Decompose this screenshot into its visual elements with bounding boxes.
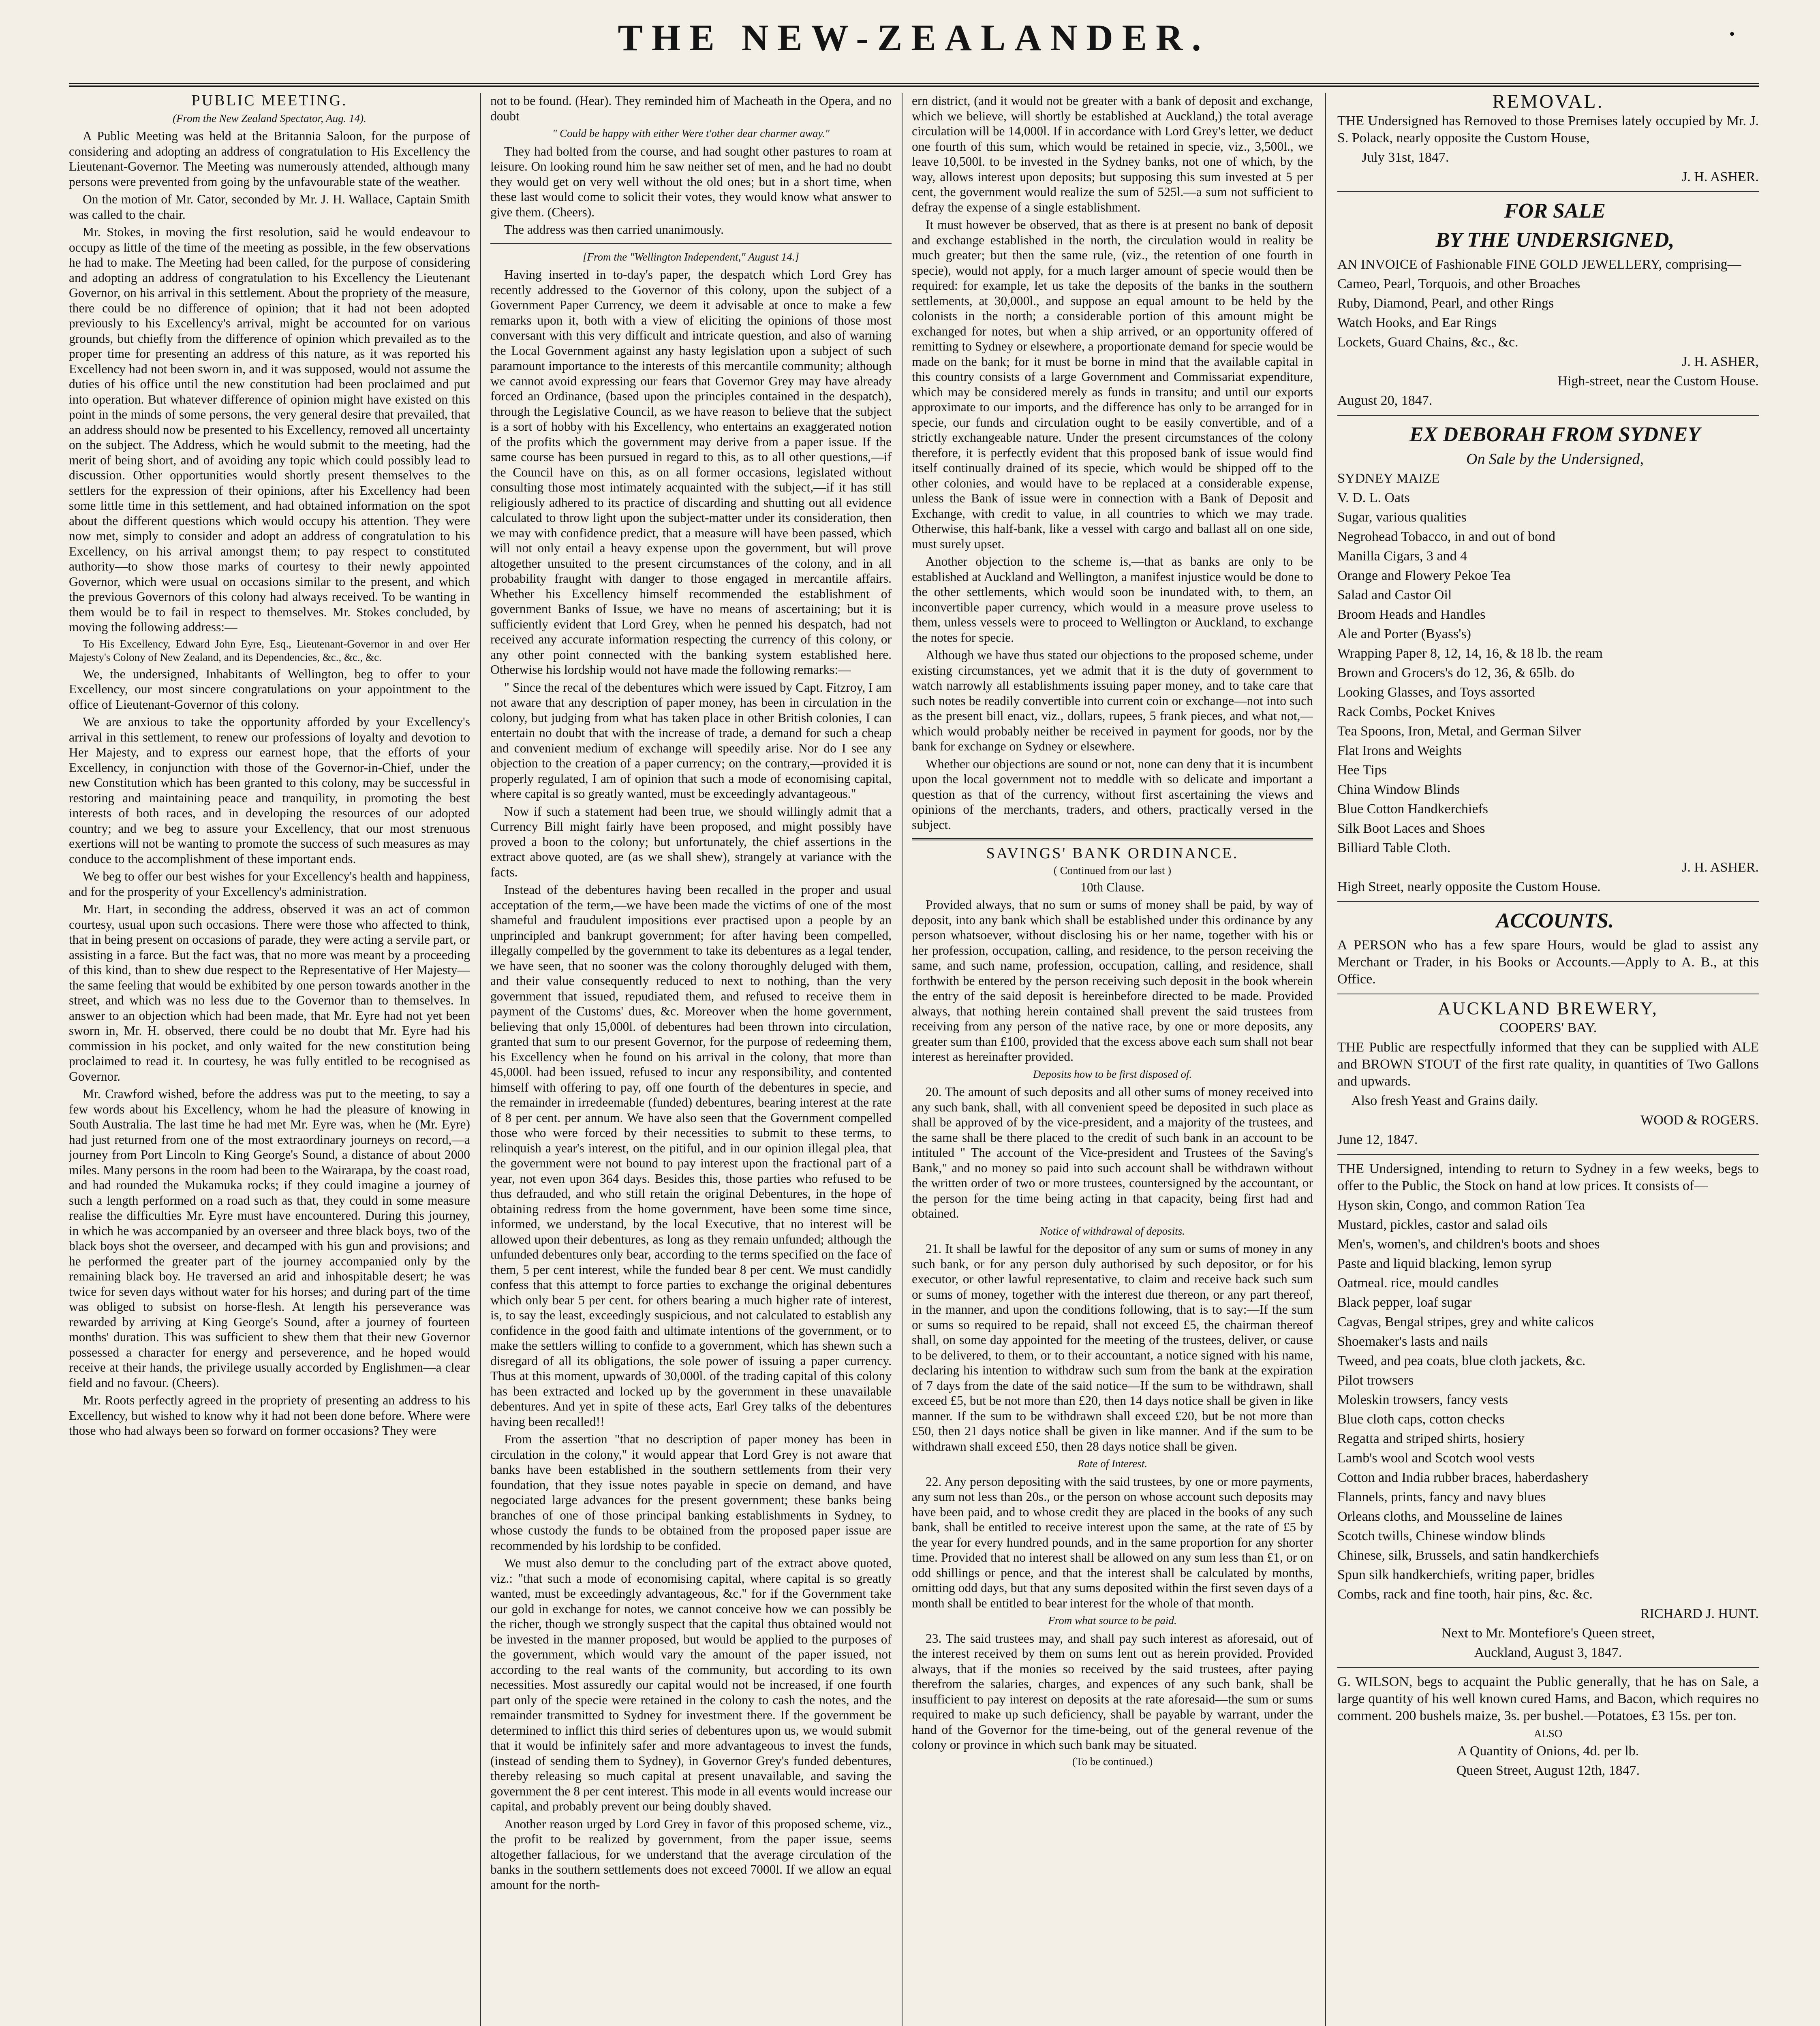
paragraph: Another reason urged by Lord Grey in favor of this proposed scheme, viz., the profit to be realized by government, from the paper issue, seems altogether fallacious, for we understand that the average circulation of the banks in the southern settlements does not exceed 7000l. If we allow an equal amount for the north- bbox=[490, 1817, 892, 1892]
masthead-rule bbox=[69, 83, 1759, 87]
ad-brewery-sub: COOPERS' BAY. bbox=[1499, 1020, 1597, 1035]
ad-item: Broom Heads and Handles bbox=[1337, 607, 1486, 622]
ad-heading-accounts: ACCOUNTS. bbox=[1496, 909, 1614, 932]
column-rule bbox=[1325, 93, 1326, 2026]
ad-heading-brewery: AUCKLAND BREWERY, bbox=[1438, 998, 1658, 1018]
ad-heading-undersigned: BY THE UNDERSIGNED, bbox=[1435, 229, 1675, 252]
ad-item: Cotton and India rubber braces, haberdashery bbox=[1337, 1470, 1589, 1485]
paragraph: ern district, (and it would not be greater with a bank of deposit and exchange, which we believe, will shortly be established at Auckland,) the total average circulation will be 14,000l. If in accordance with Lord Grey's letter, we deduct one fourth of this sum, which would be retained in specie, viz., 3,500l., we leave 10,500l. to be invested in the Sydney banks, not one of which, by the way, allows interest upon deposits; but supposing this sum invested at 5 per cent, the government would realize the sum of 525l.—a sum not sufficient to defray the expense of a single establishment. bbox=[912, 94, 1313, 214]
article-source: [From the "Wellington Independent," August 14.] bbox=[583, 250, 799, 263]
section-rule bbox=[912, 838, 1313, 840]
ad-item: Manilla Cigars, 3 and 4 bbox=[1337, 549, 1467, 564]
paragraph: Mr. Stokes, in moving the first resolution, said he would endeavour to occupy as little of the time of the meeting as possible, in the few observations he had to make. The Meeting had been called, for the purpose of considering and adopting an address of congratulation to his Excellency the Lieutenant Governor, on his arrival in this settlement. About the propriety of the measure, there could be no difference of opinion; that it had not been adopted previously to his Excellency's arrival, might be accounted for on various grounds, but chiefly from the difference of opinion which prevailed as to the proper time for presenting an address of this nature, as it was reported his Excellency had not been sworn in, and it was supposed, would not assume the duties of his office until the new constitution had been proclaimed and put into operation. But whatever difference of opinion might have existed on this point in the minds of some persons, the very general desire that prevailed, that an address should now be presented to his Excellency, removed all uncertainty on the subject. The Address, which he would submit to the meeting, had the merit of being short, and of avoiding any topic which could possibly lead to discussion. Other opportunities would shortly present themselves to the settlers for the expression of their opinions, after his Excellency had been some little time in this settlement, and had obtained information on the spot about the different questions which would occupy his attention. They were now met, simply to consider and adopt an address of congratulation to his Excellency, on his arrival amongst them; to pay respect to constituted authority—to show those marks of courtesy to their newly appointed Governor, which were usual on occasions similar to the present, and which the previous Governors of this colony had always received. To be wanting in them would be to fail in respect to themselves. Mr. Stokes concluded, by moving the following address:— bbox=[69, 225, 470, 634]
ad-item: Flannels, prints, fancy and navy blues bbox=[1337, 1490, 1546, 1505]
ad-item: Brown and Grocers's do 12, 36, & 65lb. do bbox=[1337, 665, 1575, 680]
ad-item: Scotch twills, Chinese window blinds bbox=[1337, 1528, 1545, 1543]
ad-rule bbox=[1337, 191, 1759, 192]
ad-rule bbox=[1337, 1667, 1759, 1668]
address-heading: To His Excellency, Edward John Eyre, Esq., Lieutenant-Governor in and over Her Majesty's Colony of New Zealand, and its Dependencies, &c., &c., &c. bbox=[69, 637, 470, 663]
paragraph: Now if such a statement had been true, we should willingly admit that a Currency Bill might fairly have been proposed, and might possibly have proved a boon to the colony; but unfortunately, the chief assertions in the extract above quoted, are (as we shall shew), strangely at variance with the facts. bbox=[490, 804, 892, 879]
ad-item: Men's, women's, and children's boots and shoes bbox=[1337, 1237, 1600, 1252]
ad-item: Oatmeal. rice, mould candles bbox=[1337, 1276, 1499, 1291]
ad-item: China Window Blinds bbox=[1337, 782, 1460, 797]
masthead-title: THE NEW-ZEALANDER. bbox=[618, 17, 1210, 58]
paragraph: Instead of the debentures having been recalled in the proper and usual acceptation of the term,—we have been made the victims of one of the most shameful and fraudulent impositions ever practised upon a people by an unprincipled and bankrupt government; for after having been compelled, illegally compelled by the government to take its debentures as a legal tender, we have seen, that no sooner was the colony thoroughly deluged with them, and their value consequently reduced to next to nothing, than the very government that issued, repudiated them, and refused to receive them in payment of the Customs' dues, &c. Moreover when the home government, believing that only 15,000l. of debentures had been thrown into circulation, granted that sum to our present Governor, for the purpose of redeeming them, his Excellency when he found on his arrival in the colony, that more than 45,000l. had been issued, refused to incur any responsibility, and contented himself with offering to pay, off one fourth of the debentures in specie, and the remainder in irredeemable (funded) debentures, bearing interest at the rate of 8 per cent. per annum. We have also seen that the Government compelled those who were forced by their necessities to submit to these terms, to relinquish a year's interest, on the pitiful, and in our opinion illegal plea, that the government were not bound to pay interest upon the fractional part of a year, not even upon 364 days. Besides this, those parties who refused to be thus defrauded, and who still retain the original Debentures, in the hope of obtaining redress from the home government, have been some time since, informed, we understand, by the local Executive, that no interest will be allowed upon their debentures, as long as they remain unfunded; although the unfunded debentures only bear, according to the terms specified on the face of them, 5 per cent interest, while the funded bear 8 per cent. We must candidly confess that this attempt to force parties to exchange the original debentures which only bear 5 per cent. for others bearing a much higher rate of interest, is, to say the least, exceedingly suspicious, and not calculated to establish any confidence in the good faith and ultimate intentions of the government, or to make the settlers willing to confide to a government, which has shewn such a disregard of all its obligations, the sole power of issuing a paper currency. Thus at this moment, upwards of 30,000l. of the trading capital of this colony has been extracted and locked up by the government in these unavailable debentures. And yet in spite of these acts, Earl Grey talks of the debentures having been recalled!! bbox=[490, 883, 892, 1429]
paragraph: Provided always, that no sum or sums of money shall be paid, by way of deposit, into any bank which shall be established under this ordinance by any person whatsoever, without disclosing his or her name, together with his or her profession, occupation, calling, and residence, to the person receiving the same, and such name, profession, occupation, calling, and residence, shall forthwith be entered by the person receiving such deposit in the book wherein the entry of the said deposit is hereinbefore directed to be made. Provided always, that nothing herein contained shall prevent the said trustees from receiving from any person of the native race, by one or more deposits, any greater sum than £100, provided that the excess above each sum shall not bear interest as hereinafter provided. bbox=[912, 898, 1313, 1064]
ad-heading-deborah: EX DEBORAH FROM SYDNEY bbox=[1409, 423, 1701, 446]
ad-item: Wrapping Paper 8, 12, 14, 16, & 18 lb. the ream bbox=[1337, 646, 1603, 661]
ad-deborah-list bbox=[1337, 470, 1759, 857]
ad-removal-signature: J. H. ASHER. bbox=[1682, 169, 1759, 184]
page-mark: • bbox=[1729, 25, 1735, 43]
column-1 bbox=[69, 93, 470, 2026]
ad-item: Blue cloth caps, cotton checks bbox=[1337, 1412, 1505, 1427]
clause-subheading: From what source to be paid. bbox=[1048, 1614, 1177, 1626]
paragraph: The address was then carried unanimously. bbox=[504, 222, 724, 237]
ad-item: Combs, rack and fine tooth, hair pins, &c. &c. bbox=[1337, 1587, 1593, 1602]
clause-heading: 10th Clause. bbox=[1080, 880, 1144, 894]
clause-subheading: Deposits how to be first disposed of. bbox=[1033, 1068, 1192, 1080]
clause-subheading: Rate of Interest. bbox=[1077, 1458, 1148, 1470]
ad-item: Hyson skin, Congo, and common Ration Tea bbox=[1337, 1198, 1585, 1213]
article-source: (From the New Zealand Spectator, Aug. 14). bbox=[173, 112, 366, 124]
ad-item: Hee Tips bbox=[1337, 763, 1387, 778]
paragraph: 20. The amount of such deposits and all other sums of money received into any such bank, shall, with all convenient speed be deposited in such place as shall be approved of by the vice-president, and a majority of the trustees, and the same shall be there placed to the credit of such bank in an account to be intituled " The account of the Vice-president and Trustees of the Saving's Bank," and no money so paid into such account shall be withdrawn without the written order of two or more trustees, countersigned by the accountant, or the person for the time being acting in that capacity, being first had and obtained. bbox=[912, 1085, 1313, 1220]
section-rule bbox=[490, 243, 892, 244]
clause-subheading: Notice of withdrawal of deposits. bbox=[1040, 1225, 1185, 1237]
paragraph: Whether our objections are sound or not, none can deny that it is incumbent upon the local government not to meddle with so delicate and important a question as that of the currency, without first ascertaining the views and opinions of the merchants, traders, and others, practically versed in the subject. bbox=[912, 757, 1313, 832]
paragraph: We must also demur to the concluding part of the extract above quoted, viz.: "that such a mode of economising capital, where capital is so greatly wanted, must be exceedingly advantageous, &c." for if the Government take our gold in exchange for notes, we cannot conceive how we can possibly be the richer, though we strongly suspect that the capital thus obtained would not be invested in the manner proposed, but would be applied to the purposes of the government, which would vary the amount of the paper issued, not according to the real wants of the community, but according to its own necessities. Most assuredly our capital would not be increased, if one fourth part only of the specie were retained in the colony to cash the notes, and the remainder transmitted to Sydney for investment there. If the government be determined to inflict this third series of debentures upon us, we would submit that it would be infinitely safer and more advantageous to invest the funds, (instead of sending them to Sydney), in Governor Grey's funded debentures, thereby releasing so much capital at present unavailable, and saving the government the 8 per cent interest. This mode in all events would increase our capital, and probably prevent our being doubly shaved. bbox=[490, 1556, 892, 1813]
ad-brewery-signature: WOOD & ROGERS. bbox=[1640, 1113, 1759, 1128]
ad-item: Mustard, pickles, castor and salad oils bbox=[1337, 1217, 1548, 1232]
ad-item: Pilot trowsers bbox=[1337, 1373, 1414, 1388]
ad-item: Orange and Flowery Pekoe Tea bbox=[1337, 568, 1511, 583]
paragraph: Another objection to the scheme is,—that as banks are only to be established at Auckland and Wellington, a manifest injustice would be done to the other settlements, which would soon be inundated with, to them, an inconvertible paper currency, which would in a measure prove useless to them, unless vessels were to proceed to Wellington or Auckland, to exchange the notes for specie. bbox=[912, 554, 1313, 645]
ad-item: Spun silk handkerchiefs, writing paper, bridles bbox=[1337, 1567, 1595, 1582]
ad-item: Salad and Castor Oil bbox=[1337, 588, 1452, 603]
paragraph: Mr. Roots perfectly agreed in the propriety of presenting an address to his Excellency, but wished to know why it had not been done before. Where were those who had always been so forward on former occasions? They were bbox=[69, 1393, 470, 1438]
to-be-continued: (To be continued.) bbox=[1072, 1755, 1153, 1767]
ad-rule bbox=[1337, 1154, 1759, 1155]
ad-deborah-sub: On Sale by the Undersigned, bbox=[1466, 451, 1644, 468]
ad-wilson-also: ALSO bbox=[1533, 1727, 1563, 1740]
ad-hunt-date: Auckland, August 3, 1847. bbox=[1474, 1645, 1622, 1660]
ad-brewery-date: June 12, 1847. bbox=[1337, 1132, 1418, 1147]
paragraph: Mr. Hart, in seconding the address, observed it was an act of common courtesy, usual upon such occasions. There were those who affected to think, that in being present on occasions of parade, they were acting a servile part, or assisting in a farce. But the fact was, that no more was meant by a proceeding of this kind, than to shew due respect to the Representative of Her Majesty—the same feeling that would be exhibited by one person towards another in the street, and which was no less due to the Governor than to themselves. In answer to an objection which had been made, that Mr. Eyre had not yet been sworn in, Mr. H. observed, there could be no doubt that Mr. Eyre had his commission in his pocket, and only waited for the new constitution being proclaimed to read it. In courtesy, he was fully entitled to be recognised as Governor. bbox=[69, 902, 470, 1084]
ad-item: Tweed, and pea coats, blue cloth jackets, &c. bbox=[1337, 1353, 1586, 1368]
paragraph: Although we have thus stated our objections to the proposed scheme, under existing circumstances, yet we admit that it is the duty of government to watch narrowly all establishments issuing paper money, and to take care that such notes be readily convertible into current coin or exchange—not into such as the present bill enact, viz., dollars, rupees, 5 frank pieces, and what not,—which would probably neither be received in payment for goods, nor by the bank for exchange on Sydney or elsewhere. bbox=[912, 648, 1313, 753]
ad-item: Looking Glasses, and Toys assorted bbox=[1337, 685, 1535, 700]
paragraph: We beg to offer our best wishes for your Excellency's health and happiness, and for the prosperity of your Excellency's administration. bbox=[69, 869, 470, 899]
ad-accounts-body: A PERSON who has a few spare Hours, would be glad to assist any Merchant or Trader, in his Books or Accounts.—Apply to A. B., at this Office. bbox=[1337, 938, 1759, 987]
ad-item: Sugar, various qualities bbox=[1337, 510, 1467, 525]
article-heading: PUBLIC MEETING. bbox=[191, 93, 348, 109]
column-rule bbox=[902, 93, 903, 2026]
ad-item: Cagvas, Bengal stripes, grey and white calicos bbox=[1337, 1314, 1594, 1329]
paragraph: 23. The said trustees may, and shall pay such interest as aforesaid, out of the interest received by them on sums lent out as herein provided. Provided always, that if the monies so received by the said trustees, after paying therefrom the salaries, charges, and expences of any such bank, shall be insufficient to pay interest on deposits at the rate aforesaid—the sum or sums required to make up such deficiency, shall be payable by warrant, under the hand of the Governor for the time-being, out of the general revenue of the colony or province in which such bank may be situated. bbox=[912, 1631, 1313, 1752]
ad-hunt-body: THE Undersigned, intending to return to Sydney in a few weeks, begs to offer to the Public, the Stock on hand at low prices. It consists of— bbox=[1337, 1161, 1759, 1193]
continued-note: ( Continued from our last ) bbox=[1053, 864, 1172, 876]
paragraph: We are anxious to take the opportunity afforded by your Excellency's arrival in this settlement, to renew our professions of loyalty and devotion to Her Majesty, and to express our earnest hope, that the efforts of your Excellency, in conjunction with those of the Governor-in-Chief, under the new Constitution which has been granted to this colony, may be successful in restoring and maintaining peace and tranquility, in promoting the best interests of both races, and in developing the resources of our adopted country; and we beg to assure your Excellency, that our most strenuous exertions will not be wanting to promote the success of such measures as may conduce to the accomplishment of these important ends. bbox=[69, 715, 470, 866]
ad-wilson-date: Queen Street, August 12th, 1847. bbox=[1456, 1763, 1640, 1778]
ad-item: Flat Irons and Weights bbox=[1337, 743, 1462, 758]
paragraph: Having inserted in to-day's paper, the despatch which Lord Grey has recently addressed to the Governor of this colony, upon the subject of a Government Paper Currency, we deem it advisable at once to make a few remarks upon it, both with a view of eliciting the opinions of those most conversant with this very difficult and intricate question, and also of warning the Local Government against any hasty legislation upon a subject of such paramount importance to the interests of this mercantile community; although we cannot avoid expressing our fears that Governor Grey may have already forced an Ordinance, (based upon the principles contained in the despatch), through the Legislative Council, as we have reason to believe that the subject is a sort of hobby with his Excellency, who entertains an exaggerated notion of the profits which the government may derive from a paper issue. If the same course has been pursued in regard to this, as to all other questions,—if the Council have on this, as on all former occasions, legislated without consulting those most intimately acquainted with the subject,—if it has still religiously adhered to its practice of discarding and shutting out all evidence calculated to throw light upon the subject-matter under its consideration, then we may with confidence predict, that a measure will have been passed, which will not only entail a heavy expense upon the government, but will prove altogether unsuited to the present circumstances of the colony, and in all probability fraught with danger to those engaged in mercantile affairs. Whether his Excellency himself recommended the establishment of government Banks of Issue, we have no means of ascertaining; but it is sufficiently evident that Lord Grey, when he penned his despatch, had not received any accurate information respecting the currency of this colony, or any other point connected with the banking system established here. Otherwise his lordship would not have made the following remarks:— bbox=[490, 267, 892, 677]
ad-item: Watch Hooks, and Ear Rings bbox=[1337, 315, 1497, 330]
ad-item: Black pepper, loaf sugar bbox=[1337, 1295, 1471, 1310]
ad-deborah-address: High Street, nearly opposite the Custom House. bbox=[1337, 879, 1601, 894]
paragraph: not to be found. (Hear). They reminded him of Macheath in the Opera, and no doubt bbox=[490, 94, 892, 123]
ad-brewery-also: Also fresh Yeast and Grains daily. bbox=[1351, 1093, 1538, 1108]
paragraph: 21. It shall be lawful for the depositor of any sum or sums of money in any such bank, or for any person duly authorised by such depositor, or for his executor, or other lawful representative, to claim and receive back such sum or sums of money, together with the interest due thereon, or any part thereof, in the manner, and upon the conditions following, that is to say:—If the sum or sums so required to be repaid, shall not exceed £5, the chairman thereof shall, on some day appointed for the meeting of the trustees, deliver, or cause to be delivered, to them, or to their accountant, a notice signed with his name, declaring his intention to withdraw such sum from the bank at the expiration of 7 days from the date of the said notice—If the sum to be withdrawn, shall exceed £5, but be not more than £20, then 14 days notice shall be given in like manner. If the sum to be withdrawn shall exceed £20, but be not more than £50, then 21 days notice shall be given in like manner. And if the sum to be withdrawn shall exceed £50, then 28 days notice shall be given. bbox=[912, 1242, 1313, 1453]
ad-item: Moleskin trowsers, fancy vests bbox=[1337, 1392, 1508, 1407]
ad-forsale-address: High-street, near the Custom House. bbox=[1557, 374, 1759, 389]
ad-wilson-onions: A Quantity of Onions, 4d. per lb. bbox=[1457, 1744, 1639, 1759]
ad-forsale-intro: AN INVOICE of Fashionable FINE GOLD JEWELLERY, comprising— bbox=[1337, 257, 1741, 272]
ad-item: Rack Combs, Pocket Knives bbox=[1337, 704, 1495, 719]
ad-wilson-body: G. WILSON, begs to acquaint the Public generally, that he has on Sale, a large quantity of his well known cured Hams, and Bacon, which requires no comment. 200 bushels maize, 3s. per bushel.—Potatoes, £3 15s. per ton. bbox=[1337, 1674, 1759, 1723]
ad-item: Ruby, Diamond, Pearl, and other Rings bbox=[1337, 296, 1554, 311]
ad-item: Silk Boot Laces and Shoes bbox=[1337, 821, 1485, 836]
paragraph: Mr. Crawford wished, before the address was put to the meeting, to say a few words about his Excellency, whom he had the pleasure of knowing in South Australia. The last time he had met Mr. Eyre was, when he (Mr. Eyre) had just returned from one of the most extraordinary journeys on record,—a journey from Port Lincoln to King George's Sound, a distance of about 2000 miles. Many persons in the room had been to the Wairarapa, by the coast road, and had rounded the Mukamuka rocks; if they could imagine a journey of such a length performed on a road such as that, they could in some measure realise the difficulties Mr. Eyre must have encountered. During this journey, in which he was accompanied by an overseer and three black boys, two of the black boys shot the overseer, and decamped with his gun and provisions; and he performed the greater part of the journey accompanied only by the remaining black boy. He traversed an arid and inhospitable desert; he was twice for seven days without water for his horses; and during part of the time was obliged to subsist on horse-flesh. At length his perseverance was rewarded by arriving at King George's Sound, after a journey of fourteen months' duration. This was sufficient to shew them that their new Governor possessed a character for energy and perseverence, and he hoped would receive at their hands, the privilege usually accorded by Englishmen—a clear field and no favour. (Cheers). bbox=[69, 1087, 470, 1390]
ad-item: Orleans cloths, and Mousseline de laines bbox=[1337, 1509, 1563, 1524]
ad-forsale-date: August 20, 1847. bbox=[1337, 393, 1433, 408]
article-heading: SAVINGS' BANK ORDINANCE. bbox=[986, 845, 1239, 862]
ad-item: Paste and liquid blacking, lemon syrup bbox=[1337, 1256, 1552, 1271]
column-4-advertisements bbox=[1337, 93, 1759, 2026]
ad-item: Regatta and striped shirts, hosiery bbox=[1337, 1431, 1525, 1446]
ad-item: Lamb's wool and Scotch wool vests bbox=[1337, 1451, 1535, 1466]
paragraph: It must however be observed, that as there is at present no bank of deposit and exchange established in the north, the circulation would in reality be much greater; but then the same rule, (viz., the retention of one fourth in specie), would not apply, for a much larger amount of specie would then be required: for example, let us take the deposits of the banks in the southern settlements, at 30,000l., and suppose an equal amount to be held by the colonists in the north; a considerable portion of this amount might be exchanged for notes, but when a ship arrived, or an opportunity offered of remitting to Sydney or elsewhere, a proportionate demand for specie would be made on the bank; for it must be borne in mind that the available capital in this country consists of a large Government and Commissariat expenditure, which may be considered merely as funds in transitu; and until our exports approximate to our imports, and the difference has only to be arranged for in specie, our funds and circulation ought to be easily convertible, and of a strictly exchangeable nature. Under the present circumstances of the colony therefore, it is perfectly evident that this proposed bank of issue would find itself continually drained of its specie, which would be shipped off to the other colonies, and would have to be replaced at a considerable expense, unless the Bank of issue were in connection with a Bank of Deposit and Exchange, with credit to value, in all countries to which we may trade. Otherwise, this half-bank, like a vessel with cargo and ballast all on one side, must surely upset. bbox=[912, 218, 1313, 551]
ad-removal-date: July 31st, 1847. bbox=[1362, 150, 1449, 165]
ad-item: Negrohead Tobacco, in and out of bond bbox=[1337, 529, 1556, 544]
ad-item: Billiard Table Cloth. bbox=[1337, 840, 1451, 855]
ad-item: Lockets, Guard Chains, &c., &c. bbox=[1337, 335, 1518, 350]
ad-deborah-signature: J. H. ASHER. bbox=[1682, 860, 1759, 875]
ad-hunt-list bbox=[1337, 1197, 1759, 1603]
ad-rule bbox=[1337, 415, 1759, 416]
paragraph: 22. Any person depositing with the said trustees, by one or more payments, any sum not less than 20s., or the person on whose account such deposits may have been paid, and to whose credit they are placed in the books of any such bank, shall be entitled to receive interest upon the same, at the rate of £5 by the year for every hundred pounds, and in the same proportion for any shorter time. Provided that no interest shall be allowed on any sum less than £1, or on odd shillings or pence, and that the interest shall be calculated by months, omitting odd days, but that any sums deposited within the first seven days of a month shall be entitled to bear interest for the whole of that month. bbox=[912, 1474, 1313, 1610]
paragraph: A Public Meeting was held at the Britannia Saloon, for the purpose of considering and adopting an address of congratulation to His Excellency the Lieutenant-Governor. The Meeting was numerously attended, although many persons were prevented from going by the unfavourable state of the weather. bbox=[69, 129, 470, 189]
ad-heading-for-sale: FOR SALE bbox=[1504, 199, 1606, 222]
ad-item: Blue Cotton Handkerchiefs bbox=[1337, 801, 1489, 816]
paragraph: " Since the recal of the debentures which were issued by Capt. Fitzroy, I am not aware that any description of paper money, has been in circulation in the colony, but judging from what has taken place in other British colonies, I can entertain no doubt that with the increase of trade, a demand for such a cheap and convenient medium of exchange will speedily arise. Nor do I see any objection to the creation of a paper currency; on the contrary,—provided it is properly regulated, I am of opinion that such a mode of economising capital, where capital is so greatly wanted, must be exceedingly advantageous." bbox=[490, 680, 892, 801]
column-2 bbox=[490, 93, 892, 2026]
paragraph: On the motion of Mr. Cator, seconded by Mr. J. H. Wallace, Captain Smith was called to the chair. bbox=[69, 192, 470, 222]
ad-brewery-body: THE Public are respectfully informed that they can be supplied with ALE and BROWN STOUT of the first rate quality, in quantities of Two Gallons and upwards. bbox=[1337, 1040, 1759, 1089]
ad-item: Shoemaker's lasts and nails bbox=[1337, 1334, 1488, 1349]
paragraph: We, the undersigned, Inhabitants of Wellington, beg to offer to your Excellency, our most sincere congratulations on your appointment to the office of Lieutenant-Governor of this colony. bbox=[69, 667, 470, 712]
ad-forsale-signature: J. H. ASHER, bbox=[1682, 354, 1759, 369]
column-rule bbox=[480, 93, 481, 2026]
ad-hunt-signature: RICHARD J. HUNT. bbox=[1640, 1606, 1759, 1621]
paragraph: They had bolted from the course, and had sought other pastures to roam at leisure. On looking round him he saw neither set of men, and he had no doubt they would get on very well without the old ones; but in a short time, when these last would come to solicit their votes, they would know what answer to give them. (Cheers). bbox=[490, 144, 892, 219]
column-3 bbox=[912, 93, 1313, 2026]
ad-item: SYDNEY MAIZE bbox=[1337, 471, 1440, 486]
ad-removal-body: THE Undersigned has Removed to those Premises lately occupied by Mr. J. S. Polack, nearly opposite the Custom House, bbox=[1337, 113, 1759, 145]
ad-rule bbox=[1337, 901, 1759, 902]
ad-hunt-address: Next to Mr. Montefiore's Queen street, bbox=[1441, 1626, 1655, 1641]
ad-item: Ale and Porter (Byass's) bbox=[1337, 626, 1471, 641]
paragraph: From the assertion "that no description of paper money has been in circulation in the colony," it would appear that Lord Grey is not aware that banks have been established in the southern settlements from their very foundation, that they issue notes payable in specie on demand, and have negociated large advances for the present government; these banks being branches of one of those principal banking establishments in Sydney, to whose custody the funds to be obtained from the proposed paper issue are recommended by his lordship to be confided. bbox=[490, 1432, 892, 1553]
ad-item: Tea Spoons, Iron, Metal, and German Silver bbox=[1337, 724, 1581, 739]
ad-heading-removal: REMOVAL. bbox=[1492, 93, 1604, 112]
ad-item: V. D. L. Oats bbox=[1337, 490, 1410, 505]
ad-item: Chinese, silk, Brussels, and satin handkerchiefs bbox=[1337, 1548, 1599, 1563]
verse-quote: " Could be happy with either Were t'other dear charmer away." bbox=[552, 127, 830, 139]
ad-item: Cameo, Pearl, Torquois, and other Broaches bbox=[1337, 276, 1580, 291]
